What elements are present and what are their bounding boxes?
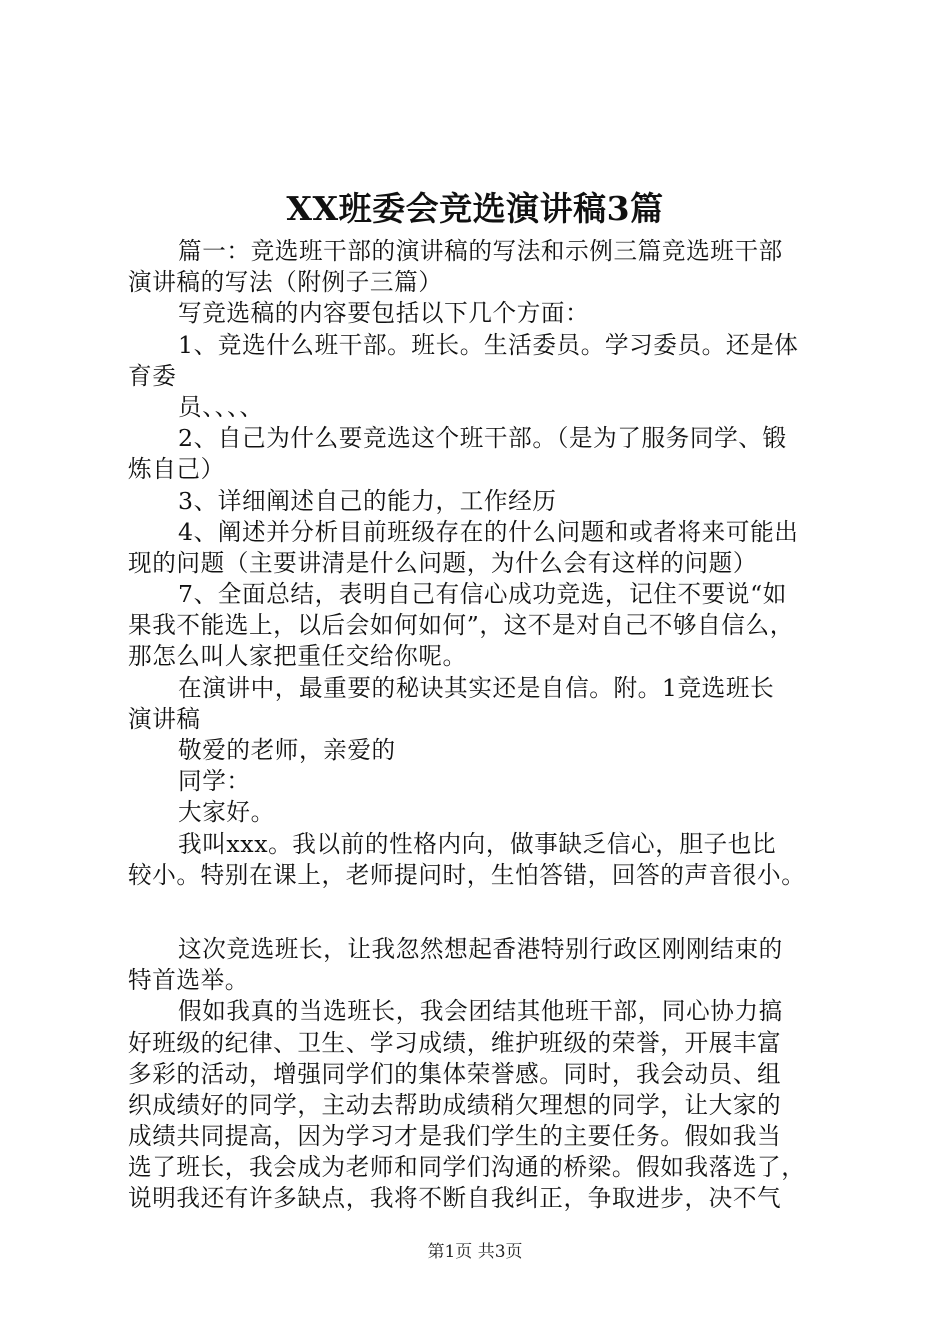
paragraph-line: 1、竞选什么班干部。班长。生活委员。学习委员。还是体 [178, 330, 799, 359]
paragraph-line: 演讲稿 [128, 704, 201, 733]
paragraph-line: 7、全面总结，表明自己有信心成功竞选，记住不要说“如 [178, 580, 787, 609]
paragraph-line: 好班级的纪律、卫生、学习成绩，维护班级的荣誉，开展丰富 [128, 1028, 782, 1057]
document-title: XX班委会竞选演讲稿3篇 [286, 189, 664, 228]
paragraph-line: 3、详细阐述自己的能力，工作经历 [178, 486, 557, 515]
paragraph-line: 炼自己） [128, 455, 225, 484]
paragraph-line: 2、自己为什么要竞选这个班干部。（是为了服务同学、锻 [178, 424, 787, 453]
paragraph-line: 在演讲中，最重要的秘诀其实还是自信。附。1竞选班长 [178, 673, 775, 702]
paragraph-line: 这次竞选班长，让我忽然想起香港特别行政区刚刚结束的 [178, 934, 783, 963]
paragraph-line: 假如我真的当选班长，我会团结其他班干部，同心协力搞 [178, 997, 783, 1026]
page-footer: 第1页 共3页 [427, 1242, 523, 1262]
paragraph-line: 4、阐述并分析目前班级存在的什么问题和或者将来可能出 [178, 517, 799, 546]
paragraph-line: 选了班长，我会成为老师和同学们沟通的桥梁。假如我落选了， [128, 1153, 806, 1182]
paragraph-line: 多彩的活动，增强同学们的集体荣誉感。同时，我会动员、组 [128, 1059, 782, 1088]
paragraph-line: 育委 [128, 361, 177, 390]
paragraph-line: 那怎么叫人家把重任交给你呢。 [128, 642, 467, 671]
paragraph-line: 较小。特别在课上，老师提问时，生怕答错，回答的声音很小。 [128, 860, 806, 889]
paragraph-line: 现的问题（主要讲清是什么问题，为什么会有这样的问题） [128, 548, 758, 577]
paragraph-line: 成绩共同提高，因为学习才是我们学生的主要任务。假如我当 [128, 1122, 782, 1151]
paragraph-line: 篇一：竞选班干部的演讲稿的写法和示例三篇竞选班干部 [178, 237, 783, 265]
paragraph-line: 敬爱的老师，亲爱的 [178, 736, 396, 764]
paragraph-line: 特首选举。 [128, 966, 249, 995]
paragraph-spacer [128, 891, 840, 934]
paragraph-line: 我叫xxx。我以前的性格内向，做事缺乏信心，胆子也比 [178, 829, 777, 858]
paragraph-line: 大家好。 [178, 798, 275, 827]
paragraph-line: 演讲稿的写法（附例子三篇） [128, 268, 443, 297]
paragraph-line: 说明我还有许多缺点，我将不断自我纠正，争取进步，决不气 [128, 1184, 782, 1213]
paragraph-line: 同学： [178, 767, 251, 796]
paragraph-line: 写竞选稿的内容要包括以下几个方面： [178, 299, 590, 328]
paragraph-line: 果我不能选上，以后会如何如何”，这不是对自己不够自信么， [128, 611, 794, 640]
paragraph-line: 员、、、、 [178, 392, 264, 421]
paragraph-line: 织成绩好的同学，主动去帮助成绩稍欠理想的同学，让大家的 [128, 1090, 782, 1119]
document-body [128, 236, 840, 1215]
